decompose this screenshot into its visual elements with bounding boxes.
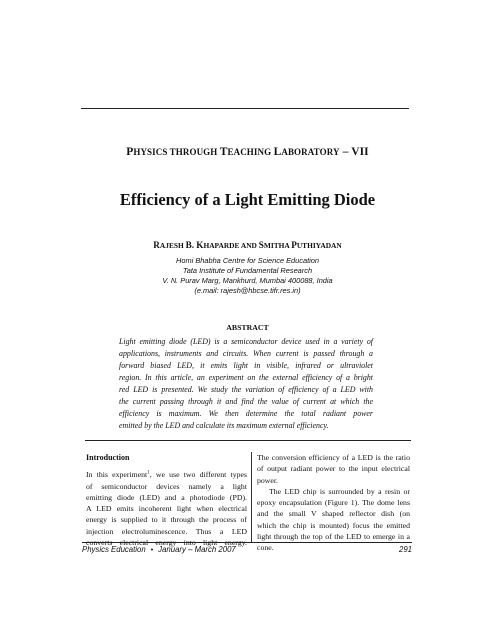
affiliation-email: (e.mail: rajesh@hbcse.tifr.res.in) (194, 286, 301, 295)
column-divider (251, 452, 252, 542)
page-footer (82, 545, 412, 554)
series-heading: PHYSICS THROUGH TEACHING LABORATORY – VII (126, 146, 369, 158)
body-line: which the chip is mounted) focus the emitted (257, 520, 410, 530)
affiliation-line-1: Homi Bhabha Centre for Science Education (176, 256, 319, 265)
abstract-heading: ABSTRACT (226, 323, 269, 332)
body-line: injection electroluminescence. Thus a LED (86, 526, 247, 536)
abstract-text (119, 336, 373, 432)
abstract-line: forward biased LED, it emits light in visible, infrared or ultraviolet (119, 361, 373, 370)
abstract-line: region. In this article, an experiment on the external efficiency of a bright (119, 373, 373, 382)
body-line: of semiconductor devices namely a light (86, 481, 247, 491)
body-line: The LED chip is surrounded by a resin or (269, 486, 410, 496)
body-line: power. (257, 475, 279, 485)
introduction-column (86, 452, 247, 548)
abstract-rule (85, 440, 411, 441)
bullet-separator: • (150, 547, 154, 554)
body-line: In this experiment$^1$, we use two different types (86, 470, 247, 480)
introduction-heading: Introduction (86, 453, 130, 462)
authors: RAJESH B. KHAPARDE AND SMITHA PUTHIYADAN (153, 240, 342, 250)
footer-rule (82, 542, 412, 543)
body-line: and the small V shaped reflector dish (on (257, 509, 410, 519)
body-line: The conversion efficiency of a LED is the ratio (257, 453, 410, 462)
header-rule (81, 108, 409, 109)
journal-name: Physics Education (82, 545, 146, 554)
body-line: epoxy encapsulation (Figure 1). The dome lens (257, 498, 410, 508)
abstract-line: the current passing through it and find the value of current at which the (119, 397, 373, 406)
paper-title: Efficiency of a Light Emitting Diode (119, 190, 376, 209)
reference-superscript: 1 (147, 470, 150, 476)
body-line: cone. (257, 543, 274, 553)
affiliation-line-2: Tata Institute of Fundamental Research (182, 266, 313, 275)
body-line: emitting diode (LED) and a photodiode (PD). (86, 492, 247, 502)
abstract-line: efficiency is maximum. We then determine the total radiant power (119, 409, 373, 418)
affiliation-line-3: V. N. Purav Marg, Mankhurd, Mumbai 400088, India (162, 276, 333, 285)
abstract-line: applications, instruments and circuits. When current is passed through a (119, 349, 373, 358)
body-line: light through the top of the LED to emerge in a (257, 532, 410, 542)
page-number: 291 (398, 545, 412, 554)
abstract-line: emitted by the LED and calculate its maximum external efficiency. (119, 421, 329, 430)
body-line: converts electrical energy into light energy. (86, 538, 247, 548)
body-line: of output radiant power to the input electrical (257, 464, 410, 474)
body-line: A LED emits incoherent light when electrical (86, 504, 247, 514)
issue-date: January – March 2007 (158, 545, 236, 554)
abstract-line: red LED is presented. We study the variation of efficiency of a LED with (119, 385, 373, 394)
right-column (257, 452, 410, 554)
abstract-line: Light emitting diode (LED) is a semiconductor device used in a variety of (119, 337, 373, 346)
body-line: energy is supplied to it through the process of (86, 515, 247, 525)
